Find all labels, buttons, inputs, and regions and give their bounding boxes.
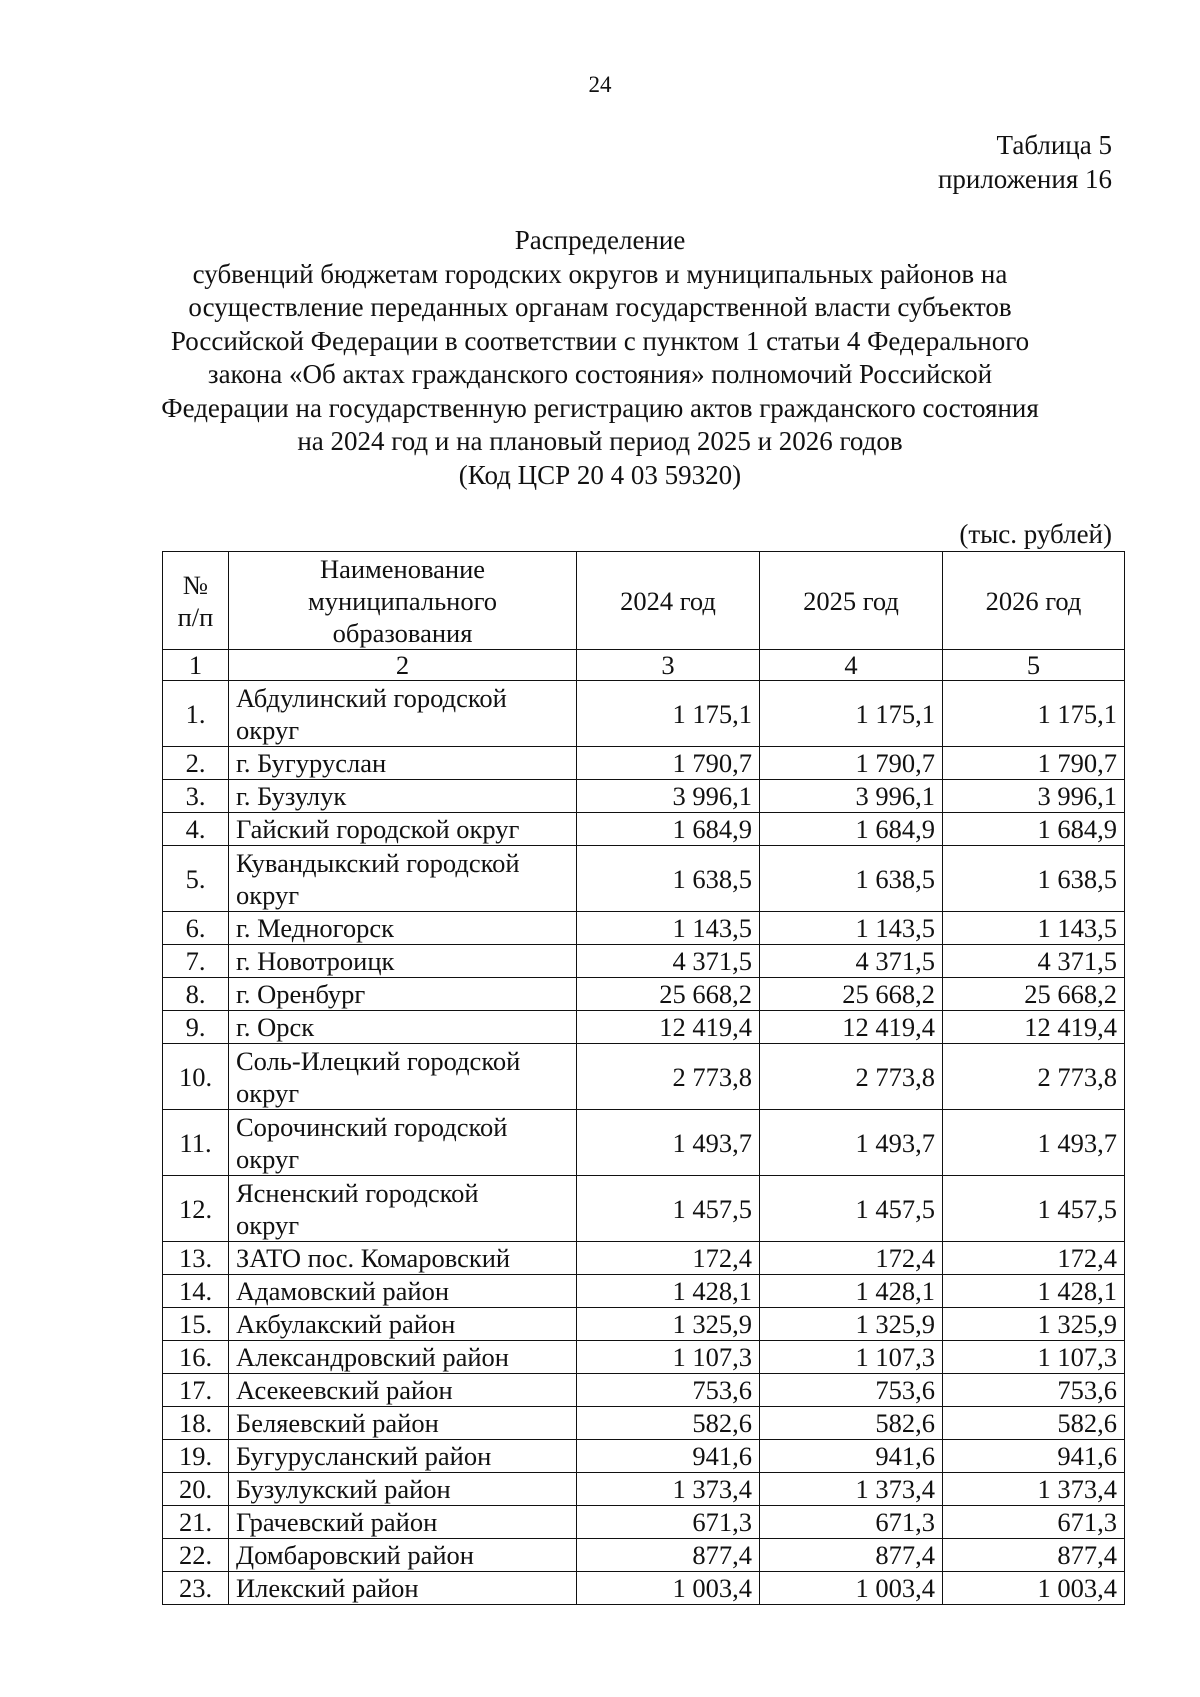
value-2026: 753,6 bbox=[943, 1374, 1125, 1407]
column-number-row bbox=[163, 650, 1125, 681]
table-reference-line-1: Таблица 5 bbox=[996, 130, 1112, 160]
value-2025: 1 175,1 bbox=[760, 681, 943, 747]
value-2026: 12 419,4 bbox=[943, 1011, 1125, 1044]
value-2026: 1 003,4 bbox=[943, 1572, 1125, 1605]
value-2024: 1 638,5 bbox=[577, 846, 760, 912]
row-number: 21. bbox=[163, 1506, 229, 1539]
heading-line: Распределение bbox=[514, 225, 686, 255]
header-2024: 2024 год bbox=[577, 552, 760, 650]
value-2025: 2 773,8 bbox=[760, 1044, 943, 1110]
header-number-line-1: № bbox=[182, 569, 209, 600]
municipality-name-line-1: г. Орск bbox=[236, 1012, 315, 1042]
heading-line: (Код ЦСР 20 4 03 59320) bbox=[458, 459, 742, 490]
row-number: 7. bbox=[163, 945, 229, 978]
value-2026: 1 175,1 bbox=[943, 681, 1125, 747]
value-2026: 1 457,5 bbox=[943, 1176, 1125, 1242]
column-number: 1 bbox=[163, 650, 229, 681]
municipality-name-line-2: округ bbox=[236, 714, 300, 745]
value-2026: 671,3 bbox=[943, 1506, 1125, 1539]
value-2024: 1 107,3 bbox=[577, 1341, 760, 1374]
value-2026: 2 773,8 bbox=[943, 1044, 1125, 1110]
value-2025: 1 493,7 bbox=[760, 1110, 943, 1176]
table-row bbox=[163, 1374, 1125, 1407]
value-2024: 1 457,5 bbox=[577, 1176, 760, 1242]
municipality-name bbox=[229, 1110, 577, 1176]
table-row bbox=[163, 1308, 1125, 1341]
value-2025: 1 373,4 bbox=[760, 1473, 943, 1506]
value-2026: 1 684,9 bbox=[943, 813, 1125, 846]
value-2025: 1 143,5 bbox=[760, 912, 943, 945]
table-header-row bbox=[163, 552, 1125, 650]
value-2025: 941,6 bbox=[760, 1440, 943, 1473]
value-2025: 582,6 bbox=[760, 1407, 943, 1440]
value-2025: 12 419,4 bbox=[760, 1011, 943, 1044]
header-name-line-3: образования bbox=[332, 617, 473, 648]
municipality-name-line-1: Адамовский район bbox=[236, 1276, 450, 1306]
table-reference-line-2: приложения 16 bbox=[937, 164, 1112, 194]
municipality-name-line-1: г. Новотроицк bbox=[236, 946, 395, 976]
municipality-name bbox=[229, 1176, 577, 1242]
column-number: 5 bbox=[943, 650, 1125, 681]
municipality-name-line-1: Грачевский район bbox=[236, 1507, 438, 1537]
municipality-name bbox=[229, 1242, 577, 1275]
value-2024: 1 428,1 bbox=[577, 1275, 760, 1308]
heading-line: осуществление переданных органам государственной власти субъектов bbox=[188, 292, 1012, 322]
row-number: 20. bbox=[163, 1473, 229, 1506]
row-number: 2. bbox=[163, 747, 229, 780]
municipality-name bbox=[229, 813, 577, 846]
table-row bbox=[163, 1242, 1125, 1275]
municipality-name bbox=[229, 747, 577, 780]
municipality-name-line-2: округ bbox=[236, 1209, 300, 1240]
municipality-name bbox=[229, 1374, 577, 1407]
value-2026: 4 371,5 bbox=[943, 945, 1125, 978]
value-2025: 1 003,4 bbox=[760, 1572, 943, 1605]
value-2025: 1 684,9 bbox=[760, 813, 943, 846]
table-row bbox=[163, 912, 1125, 945]
value-2026: 1 638,5 bbox=[943, 846, 1125, 912]
table-row bbox=[163, 945, 1125, 978]
municipality-name bbox=[229, 780, 577, 813]
municipality-name-line-1: Асекеевский район bbox=[236, 1375, 453, 1405]
table-row bbox=[163, 747, 1125, 780]
value-2026: 25 668,2 bbox=[943, 978, 1125, 1011]
value-2025: 1 457,5 bbox=[760, 1176, 943, 1242]
municipality-name-line-1: Гайский городской округ bbox=[236, 814, 520, 844]
value-2025: 4 371,5 bbox=[760, 945, 943, 978]
row-number: 3. bbox=[163, 780, 229, 813]
subvention-table bbox=[162, 551, 1125, 1605]
municipality-name-line-1: Ясненский городской bbox=[236, 1177, 479, 1208]
row-number: 14. bbox=[163, 1275, 229, 1308]
value-2025: 172,4 bbox=[760, 1242, 943, 1275]
value-2025: 877,4 bbox=[760, 1539, 943, 1572]
column-number: 2 bbox=[229, 650, 577, 681]
value-2024: 2 773,8 bbox=[577, 1044, 760, 1110]
value-2025: 1 107,3 bbox=[760, 1341, 943, 1374]
municipality-name bbox=[229, 846, 577, 912]
table-row bbox=[163, 681, 1125, 747]
value-2024: 1 175,1 bbox=[577, 681, 760, 747]
municipality-name-line-1: Бугурусланский район bbox=[236, 1441, 492, 1471]
row-number: 17. bbox=[163, 1374, 229, 1407]
municipality-name-line-1: Соль-Илецкий городской bbox=[236, 1045, 521, 1076]
municipality-name-line-1: г. Оренбург bbox=[236, 979, 366, 1009]
value-2024: 3 996,1 bbox=[577, 780, 760, 813]
row-number: 8. bbox=[163, 978, 229, 1011]
value-2024: 1 373,4 bbox=[577, 1473, 760, 1506]
column-number: 4 bbox=[760, 650, 943, 681]
row-number: 5. bbox=[163, 846, 229, 912]
value-2024: 1 003,4 bbox=[577, 1572, 760, 1605]
municipality-name-line-1: г. Бузулук bbox=[236, 781, 347, 811]
header-name-line-2: муниципального bbox=[307, 585, 498, 616]
municipality-name bbox=[229, 1407, 577, 1440]
table-row bbox=[163, 813, 1125, 846]
value-2025: 1 325,9 bbox=[760, 1308, 943, 1341]
value-2024: 1 493,7 bbox=[577, 1110, 760, 1176]
municipality-name bbox=[229, 1044, 577, 1110]
value-2025: 671,3 bbox=[760, 1506, 943, 1539]
table-row bbox=[163, 780, 1125, 813]
value-2026: 1 325,9 bbox=[943, 1308, 1125, 1341]
municipality-name bbox=[229, 1473, 577, 1506]
table-row bbox=[163, 1110, 1125, 1176]
value-2025: 3 996,1 bbox=[760, 780, 943, 813]
value-2024: 671,3 bbox=[577, 1506, 760, 1539]
value-2024: 1 684,9 bbox=[577, 813, 760, 846]
municipality-name bbox=[229, 912, 577, 945]
row-number: 18. bbox=[163, 1407, 229, 1440]
table-row bbox=[163, 1044, 1125, 1110]
municipality-name-line-1: Абдулинский городской bbox=[236, 682, 507, 713]
municipality-name-line-2: округ bbox=[236, 1143, 300, 1174]
row-number: 13. bbox=[163, 1242, 229, 1275]
municipality-name-line-1: Илекский район bbox=[236, 1573, 419, 1603]
heading-line: на 2024 год и на плановый период 2025 и 2026 годов bbox=[297, 426, 903, 456]
table-reference bbox=[938, 128, 1112, 196]
value-2024: 582,6 bbox=[577, 1407, 760, 1440]
table-row bbox=[163, 1275, 1125, 1308]
row-number: 15. bbox=[163, 1308, 229, 1341]
units-label: (тыс. рублей) bbox=[959, 519, 1112, 549]
row-number: 10. bbox=[163, 1044, 229, 1110]
table-row bbox=[163, 1539, 1125, 1572]
value-2026: 1 107,3 bbox=[943, 1341, 1125, 1374]
municipality-name bbox=[229, 681, 577, 747]
municipality-name-line-1: г. Бугуруслан bbox=[236, 748, 387, 778]
table-row bbox=[163, 1506, 1125, 1539]
value-2024: 1 790,7 bbox=[577, 747, 760, 780]
municipality-name-line-1: Домбаровский район bbox=[236, 1540, 474, 1570]
table-row bbox=[163, 1407, 1125, 1440]
value-2026: 1 143,5 bbox=[943, 912, 1125, 945]
municipality-name bbox=[229, 1572, 577, 1605]
municipality-name-line-2: округ bbox=[236, 1077, 300, 1108]
heading-line: закона «Об актах гражданского состояния» полномочий Российской bbox=[207, 359, 993, 389]
value-2024: 877,4 bbox=[577, 1539, 760, 1572]
table-row bbox=[163, 846, 1125, 912]
heading-line: Российской Федерации в соответствии с пунктом 1 статьи 4 Федерального bbox=[170, 325, 1030, 356]
row-number: 22. bbox=[163, 1539, 229, 1572]
value-2024: 172,4 bbox=[577, 1242, 760, 1275]
table-row bbox=[163, 1473, 1125, 1506]
header-2025: 2025 год bbox=[760, 552, 943, 650]
value-2024: 753,6 bbox=[577, 1374, 760, 1407]
municipality-name-line-1: Акбулакский район bbox=[236, 1309, 456, 1339]
value-2024: 1 325,9 bbox=[577, 1308, 760, 1341]
value-2024: 12 419,4 bbox=[577, 1011, 760, 1044]
value-2024: 4 371,5 bbox=[577, 945, 760, 978]
table-row bbox=[163, 1440, 1125, 1473]
heading-line: Федерации на государственную регистрацию актов гражданского состояния bbox=[161, 392, 1039, 423]
municipality-name-line-2: округ bbox=[236, 879, 300, 910]
column-number: 3 bbox=[577, 650, 760, 681]
municipality-name bbox=[229, 945, 577, 978]
row-number: 1. bbox=[163, 681, 229, 747]
value-2026: 877,4 bbox=[943, 1539, 1125, 1572]
header-name bbox=[229, 552, 577, 650]
value-2026: 941,6 bbox=[943, 1440, 1125, 1473]
municipality-name bbox=[229, 1539, 577, 1572]
municipality-name bbox=[229, 1506, 577, 1539]
table-row bbox=[163, 1572, 1125, 1605]
value-2026: 1 790,7 bbox=[943, 747, 1125, 780]
row-number: 11. bbox=[163, 1110, 229, 1176]
value-2026: 3 996,1 bbox=[943, 780, 1125, 813]
row-number: 16. bbox=[163, 1341, 229, 1374]
row-number: 6. bbox=[163, 912, 229, 945]
municipality-name-line-1: Александровский район bbox=[236, 1342, 509, 1372]
table-row bbox=[163, 1011, 1125, 1044]
row-number: 4. bbox=[163, 813, 229, 846]
header-number-line-2: п/п bbox=[177, 601, 214, 632]
municipality-name bbox=[229, 1308, 577, 1341]
municipality-name bbox=[229, 1341, 577, 1374]
table-row bbox=[163, 1176, 1125, 1242]
value-2026: 1 373,4 bbox=[943, 1473, 1125, 1506]
document-heading bbox=[140, 224, 1060, 492]
municipality-name-line-1: Кувандыкский городской bbox=[236, 847, 520, 878]
row-number: 12. bbox=[163, 1176, 229, 1242]
municipality-name-line-1: ЗАТО пос. Комаровский bbox=[236, 1243, 511, 1273]
municipality-name bbox=[229, 978, 577, 1011]
value-2024: 941,6 bbox=[577, 1440, 760, 1473]
value-2025: 1 428,1 bbox=[760, 1275, 943, 1308]
municipality-name bbox=[229, 1011, 577, 1044]
page-number: 24 bbox=[588, 72, 612, 97]
value-2025: 25 668,2 bbox=[760, 978, 943, 1011]
value-2026: 582,6 bbox=[943, 1407, 1125, 1440]
header-number bbox=[163, 552, 229, 650]
value-2025: 753,6 bbox=[760, 1374, 943, 1407]
row-number: 23. bbox=[163, 1572, 229, 1605]
header-name-line-1: Наименование bbox=[319, 553, 486, 584]
value-2026: 1 493,7 bbox=[943, 1110, 1125, 1176]
header-2026: 2026 год bbox=[943, 552, 1125, 650]
row-number: 9. bbox=[163, 1011, 229, 1044]
table-row bbox=[163, 1341, 1125, 1374]
value-2024: 25 668,2 bbox=[577, 978, 760, 1011]
municipality-name bbox=[229, 1275, 577, 1308]
municipality-name bbox=[229, 1440, 577, 1473]
municipality-name-line-1: Сорочинский городской bbox=[236, 1111, 508, 1142]
municipality-name-line-1: г. Медногорск bbox=[236, 913, 395, 943]
municipality-name-line-1: Беляевский район bbox=[236, 1408, 439, 1438]
heading-line: субвенций бюджетам городских округов и муниципальных районов на bbox=[192, 258, 1008, 289]
value-2026: 172,4 bbox=[943, 1242, 1125, 1275]
municipality-name-line-1: Бузулукский район bbox=[236, 1474, 451, 1504]
value-2025: 1 638,5 bbox=[760, 846, 943, 912]
value-2026: 1 428,1 bbox=[943, 1275, 1125, 1308]
value-2024: 1 143,5 bbox=[577, 912, 760, 945]
table-row bbox=[163, 978, 1125, 1011]
row-number: 19. bbox=[163, 1440, 229, 1473]
value-2025: 1 790,7 bbox=[760, 747, 943, 780]
